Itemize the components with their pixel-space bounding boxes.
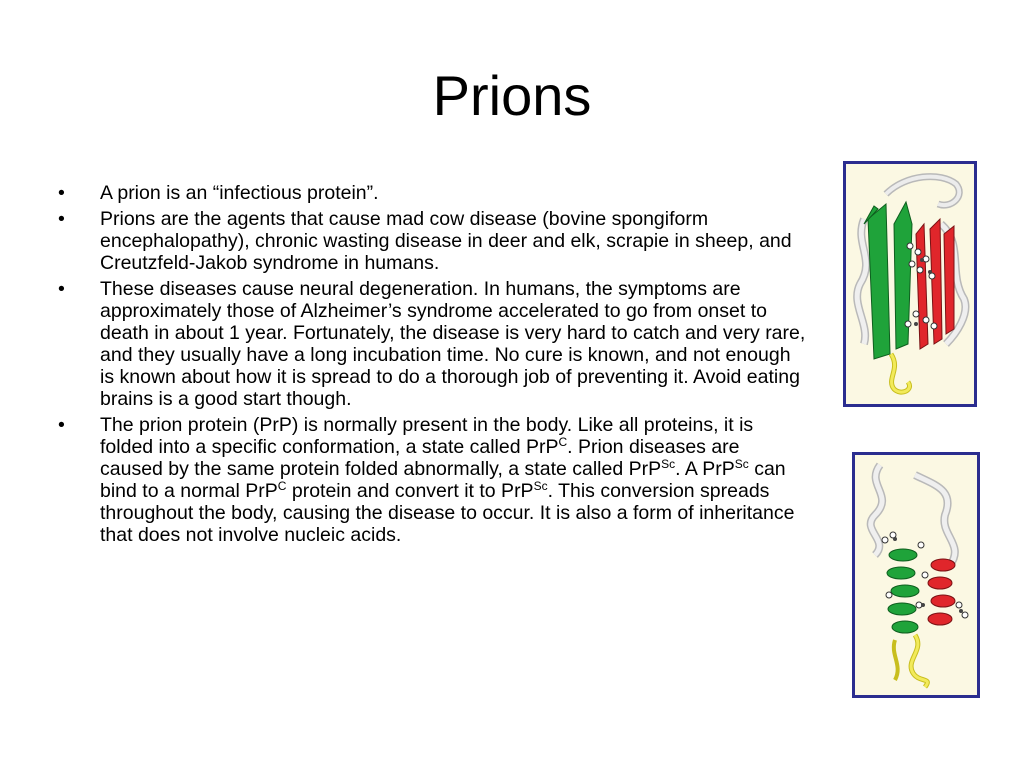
protein-structure-beta-sheet-image <box>843 161 977 407</box>
bullet-item <box>58 414 806 546</box>
bullet-text: . A PrP <box>675 458 735 480</box>
bullet-item <box>58 278 806 410</box>
bullet-marker: • <box>58 278 65 300</box>
bullet-list <box>58 182 806 550</box>
bullet-marker: • <box>58 208 65 230</box>
bullet-text: A prion is an “infectious protein”. <box>100 182 379 204</box>
superscript: C <box>558 435 568 449</box>
helix-ribbon-drawing <box>855 455 977 695</box>
bullet-text: The prion protein (PrP) is normally present in the body. Like all proteins, it is folded into a specific conformation, a state called PrP <box>100 414 754 458</box>
superscript: Sc <box>661 457 676 471</box>
bullet-text: Prions are the agents that cause mad cow disease (bovine spongiform encephalopathy), chronic wasting disease in deer and elk, scrapie in sheep, and Creutzfeld-Jakob syndrome in humans. <box>100 208 792 274</box>
bullet-text: . Prion diseases are caused by the same protein folded abnormally, a state called PrP <box>100 436 740 480</box>
slide-title: Prions <box>432 64 592 127</box>
protein-structure-helix-image <box>852 452 980 698</box>
bullet-item <box>58 208 806 274</box>
bullet-marker: • <box>58 182 65 204</box>
bullet-text: These diseases cause neural degeneration. In humans, the symptoms are approximately those of Alzheimer’s syndrome accelerated to go from onset to death in about 1 year. Fortunately, the disease is very hard to catch and very rare, and they usually have a long incubation time. No cure is known, and not enough is known about how it is spread to do a thorough job of preventing it. Avoid eating brains is a good start though. <box>100 278 806 410</box>
beta-sheet-ribbon-drawing <box>846 164 974 404</box>
superscript: C <box>277 479 287 493</box>
bullet-marker: • <box>58 414 65 436</box>
bullet-text: . This conversion spreads throughout the body, causing the disease to occur. It is also a form of inheritance that does not involve nucleic acids. <box>100 480 795 546</box>
bullet-item <box>58 182 806 204</box>
superscript: Sc <box>533 479 548 493</box>
bullet-text: can bind to a normal PrP <box>100 458 786 502</box>
bullet-text: protein and convert it to PrP <box>286 480 534 502</box>
superscript: Sc <box>734 457 749 471</box>
